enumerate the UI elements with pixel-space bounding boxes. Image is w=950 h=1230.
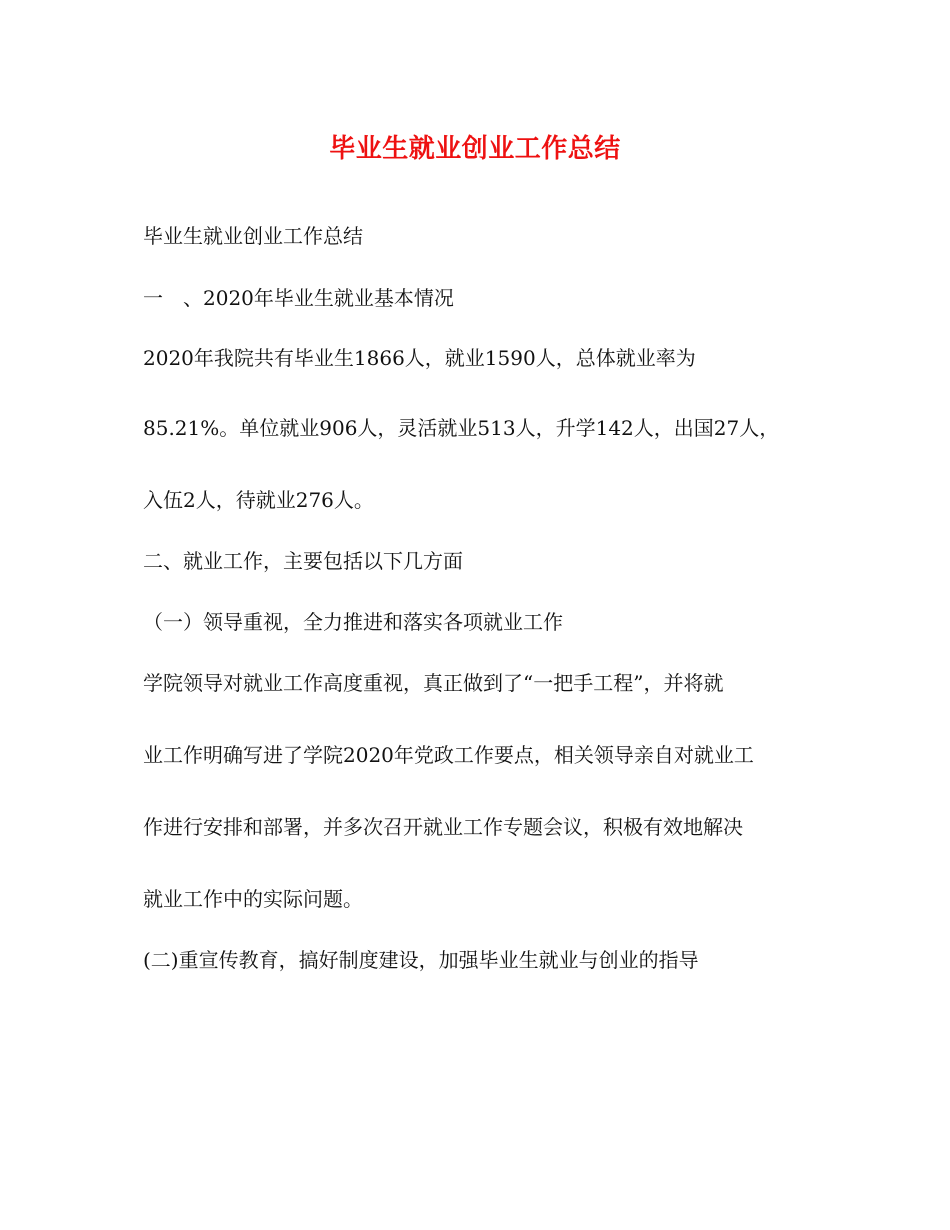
- paragraph-line: 作进行安排和部署，并多次召开就业工作专题会议，积极有效地解决: [143, 815, 743, 839]
- document-title: 毕业生就业创业工作总结: [329, 134, 621, 164]
- section-heading-2: 二、就业工作，主要包括以下几方面: [143, 549, 463, 573]
- paragraph-line: 业工作明确写进了学院2020年党政工作要点，相关领导亲自对就业工: [143, 743, 754, 767]
- paragraph-line: 入伍2人，待就业276人。: [143, 488, 374, 512]
- subtitle-line: 毕业生就业创业工作总结: [143, 224, 363, 248]
- paragraph-line: 2020年我院共有毕业生1866人，就业1590人，总体就业率为: [143, 346, 696, 370]
- subsection-heading-1: （一）领导重视，全力推进和落实各项就业工作: [143, 610, 563, 634]
- paragraph-line: 85.21%。单位就业906人，灵活就业513人，升学142人，出国27人，: [143, 416, 780, 440]
- paragraph-line: 就业工作中的实际问题。: [143, 887, 363, 911]
- subsection-heading-2: (二)重宣传教育，搞好制度建设，加强毕业生就业与创业的指导: [143, 948, 699, 972]
- section-heading-1: 一 、2020年毕业生就业基本情况: [143, 286, 454, 310]
- paragraph-line: 学院领导对就业工作高度重视，真正做到了“一把手工程”，并将就: [143, 671, 724, 695]
